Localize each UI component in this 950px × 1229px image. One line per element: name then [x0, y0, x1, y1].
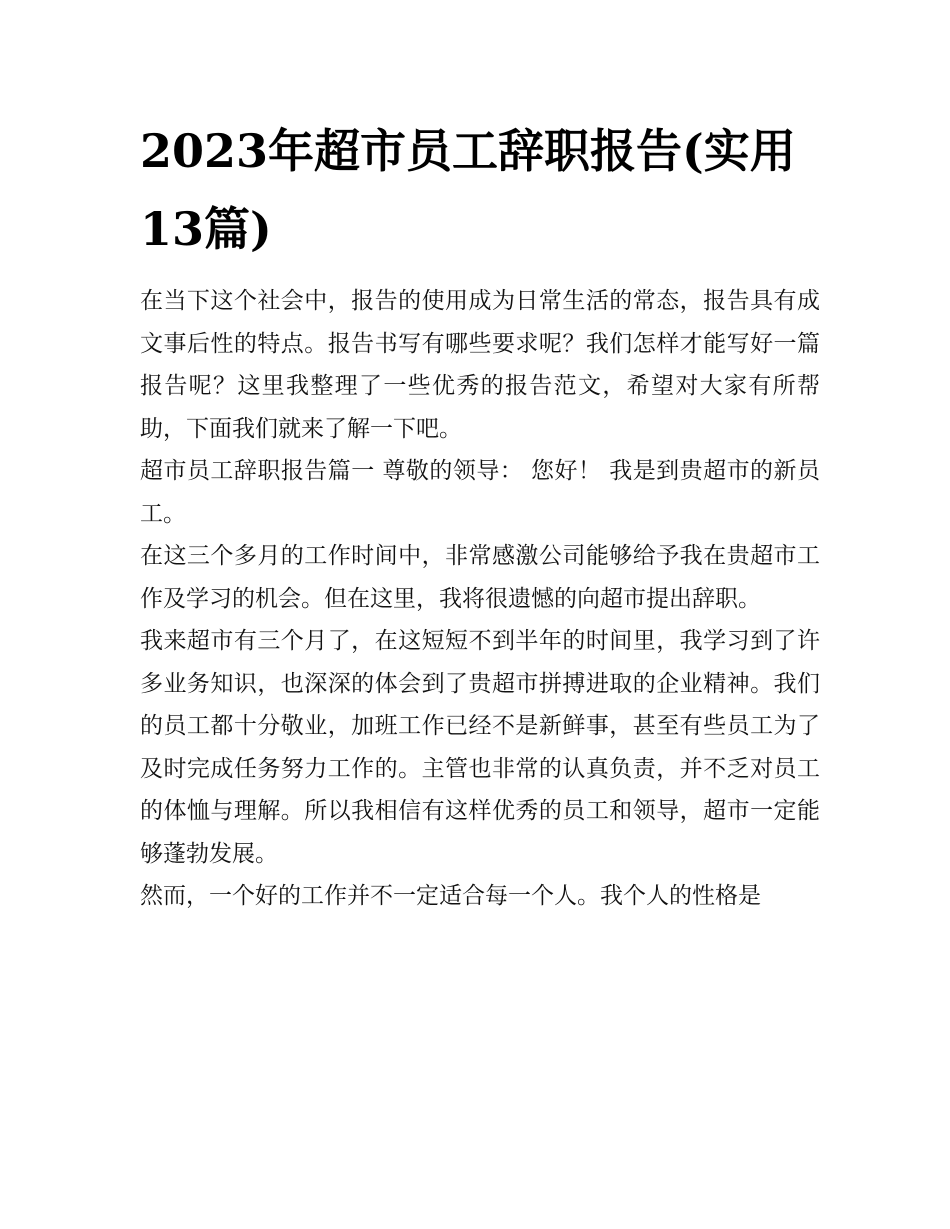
paragraph-intro: 在当下这个社会中，报告的使用成为日常生活的常态，报告具有成文事后性的特点。报告书写有哪些要求呢？我们怎样才能写好一篇报告呢？这里我整理了一些优秀的报告范文，希望对大家有所帮助，下面我们就来了解一下吧。 — [140, 288, 820, 442]
document-content — [140, 112, 820, 918]
paragraph-gratitude: 在这三个多月的工作时间中，非常感激公司能够给予我在贵超市工作及学习的机会。但在这里，我将很遗憾的向超市提出辞职。 — [140, 543, 820, 612]
paragraph-reason: 然而，一个好的工作并不一定适合每一个人。我个人的性格是 — [140, 883, 761, 909]
document-body — [140, 280, 820, 918]
paragraph-salutation: 超市员工辞职报告篇一 尊敬的领导： 您好！ 我是到贵超市的新员工。 — [140, 458, 820, 527]
paragraph-experience: 我来超市有三个月了，在这短短不到半年的时间里，我学习到了许多业务知识，也深深的体会到了贵超市拼搏进取的企业精神。我们的员工都十分敬业，加班工作已经不是新鲜事，甚至有些员工为了及时完成任务努力工作的。主管也非常的认真负责，并不乏对员工的体恤与理解。所以我相信有这样优秀的员工和领导，超市一定能够蓬勃发展。 — [140, 628, 820, 867]
document-title: 2023年超市员工辞职报告(实用13篇) — [140, 124, 796, 256]
